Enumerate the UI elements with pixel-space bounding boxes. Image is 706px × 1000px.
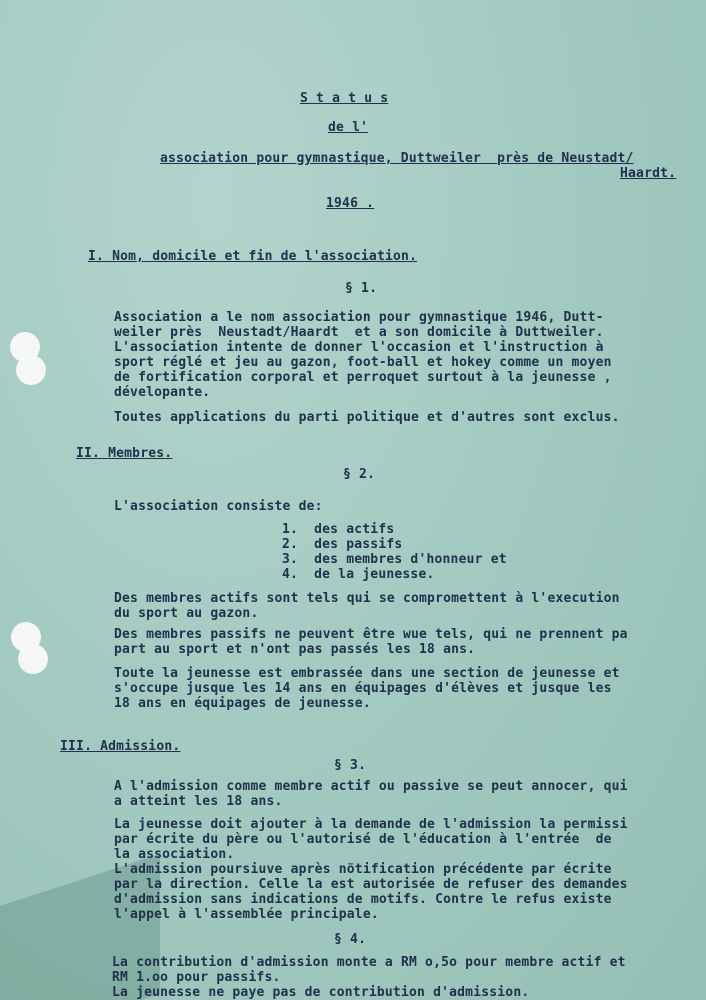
title-association: association pour gymnastique, Duttweiler près de Neustadt/ — [160, 151, 634, 166]
section-2-jeunesse: Toute la jeunesse est embrassée dans une section de jeunesse et s'occupe jusque les 14 ans en équipages d'élèves et jusque les 18 ans en équipages de jeunesse. — [114, 666, 620, 711]
paragraph-sign-1: § 1. — [345, 281, 378, 296]
section-2-actifs: Des membres actifs sont tels qui se compromettent à l'execution du sport au gazon. — [114, 591, 620, 621]
section-3-p2: La jeunesse doit ajouter à la demande de l'admission la permissi par écrite du père ou l'autorisé de l'éducation à l'entrée de la association. L'admission poursiuve après nötification précédente par écrite par la direction. Celle la est autorisée de refuser des demandes d'admission sans indications de motifs. Contre le refus existe l'appel à l'assemblée principale. — [114, 817, 628, 922]
membership-list-item: 1. des actifs — [282, 522, 395, 537]
membership-list-item: 3. des membres d'honneur et — [282, 552, 507, 567]
punch-hole — [18, 644, 48, 674]
section-3-p3: La contribution d'admission monte a RM o,5o pour membre actif et RM 1.oo pour passifs. La jeunesse ne paye pas de contribution d'admission. — [112, 955, 626, 1000]
section-heading-3: III. Admission. — [60, 739, 181, 754]
paragraph-sign-4: § 4. — [334, 932, 367, 947]
paragraph-sign-3: § 3. — [334, 758, 367, 773]
section-heading-2: II. Membres. — [76, 446, 173, 461]
section-3-p1: A l'admission comme membre actif ou passive se peut annocer, qui a atteint les 18 ans. — [114, 779, 628, 809]
punch-hole — [16, 355, 46, 385]
section-1-body: Association a le nom association pour gymnastique 1946, Dutt- weiler près Neustadt/Haardt et a son domicile à Duttweiler. L'association intente de donner l'occasion et l'instruction à sport réglé et jeu au gazon, foot-ball et hokey comme un moyen de fortification corporal et perroquet surtout à la jeunesse , dévelopante. — [114, 310, 612, 400]
paragraph-sign-2: § 2. — [343, 467, 376, 482]
section-heading-1: I. Nom, domicile et fin de l'association. — [88, 249, 418, 264]
section-2-intro: L'association consiste de: — [114, 499, 323, 514]
title-status: S t a t u s — [300, 91, 389, 106]
title-year: 1946 . — [326, 196, 375, 211]
membership-list-item: 2. des passifs — [282, 537, 403, 552]
section-2-passifs: Des membres passifs ne peuvent être wue tels, qui ne prennent pa part au sport et n'ont pas passés les 18 ans. — [114, 627, 628, 657]
title-of: de l' — [328, 120, 369, 135]
section-1-exclusion: Toutes applications du parti politique et d'autres sont exclus. — [114, 410, 620, 425]
membership-list-item: 4. de la jeunesse. — [282, 567, 435, 582]
title-haardt: Haardt. — [620, 166, 677, 181]
